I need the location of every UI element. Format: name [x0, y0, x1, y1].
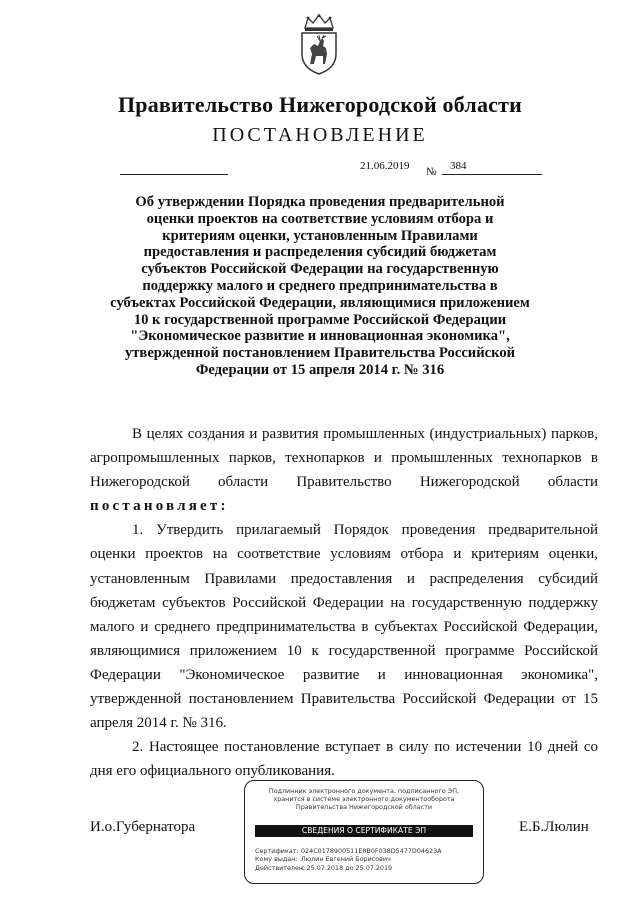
nizhny-novgorod-coat-of-arms-icon: [296, 14, 342, 76]
document-date: 21.06.2019: [360, 160, 410, 172]
resolves-word: постановляет:: [90, 498, 229, 515]
electronic-signature-stamp: [244, 780, 484, 884]
number-line: [442, 174, 542, 175]
document-number: 384: [450, 160, 467, 172]
registration-line-left: [120, 174, 228, 175]
number-sign: №: [426, 166, 437, 178]
stamp-certificate-title: СВЕДЕНИЯ О СЕРТИФИКАТЕ ЭП: [255, 825, 473, 837]
signatory-name: Е.Б.Люлин: [519, 819, 589, 835]
document-subject: Об утверждении Порядка проведения предварительной оценки проектов на соответствие условиям отбора и критериям оценки, установленным Правилами предоставления и распределения субсидий бюджетам субъектов Российской Федерации на государственную поддержку малого и среднего предпринимательства в субъектах Российской Федерации, являющимися приложением 10 к государственной программе Российской Федерации "Экономическое развитие и инновационная экономика", утвержденной постановлением Правительства Российской Федерации от 15 апреля 2014 г. № 316: [110, 194, 530, 378]
item-2-paragraph: 2. Настоящее постановление вступает в силу по истечении 10 дней со дня его официального опубликования.: [90, 739, 598, 780]
stamp-note: Подлинник электронного документа, подписанного ЭП, хранится в системе электронного документооборота Правительства Нижегородской области: [268, 787, 460, 812]
organization-title: Правительство Нижегородской области: [117, 92, 522, 117]
stamp-certificate-info: Сертификат: 024C0178900511E8B0F038D5477D04623A Кому выдан: Люлин Евгений Борисович Действителен:с 25.07.2018 до 25.07.2019: [255, 847, 442, 872]
signatory-position: И.о.Губернатора: [90, 819, 196, 835]
document-body: [90, 422, 598, 783]
document-type: ПОСТАНОВЛЕНИЕ: [212, 124, 428, 146]
item-1-paragraph: 1. Утвердить прилагаемый Порядок проведения предварительной оценки проектов на соответствие условиям отбора и критериям оценки, установленным Правилами предоставления и распределения субсидий бюджетам субъектов Российской Федерации на государственную поддержку малого и среднего предпринимательства в субъектах Российской Федерации, являющимися приложением 10 к государственной программе Российской Федерации "Экономическое развитие и инновационная экономика", утвержденной постановлением Правительства Российской Федерации от 15 апреля 2014 г. № 316.: [90, 522, 598, 732]
preamble-paragraph: В целях создания и развития промышленных (индустриальных) парков, агропромышленных парков, технопарков и промышленных технопарков в Нижегородской области Правительство Нижегородской области постановляет:: [90, 426, 598, 515]
